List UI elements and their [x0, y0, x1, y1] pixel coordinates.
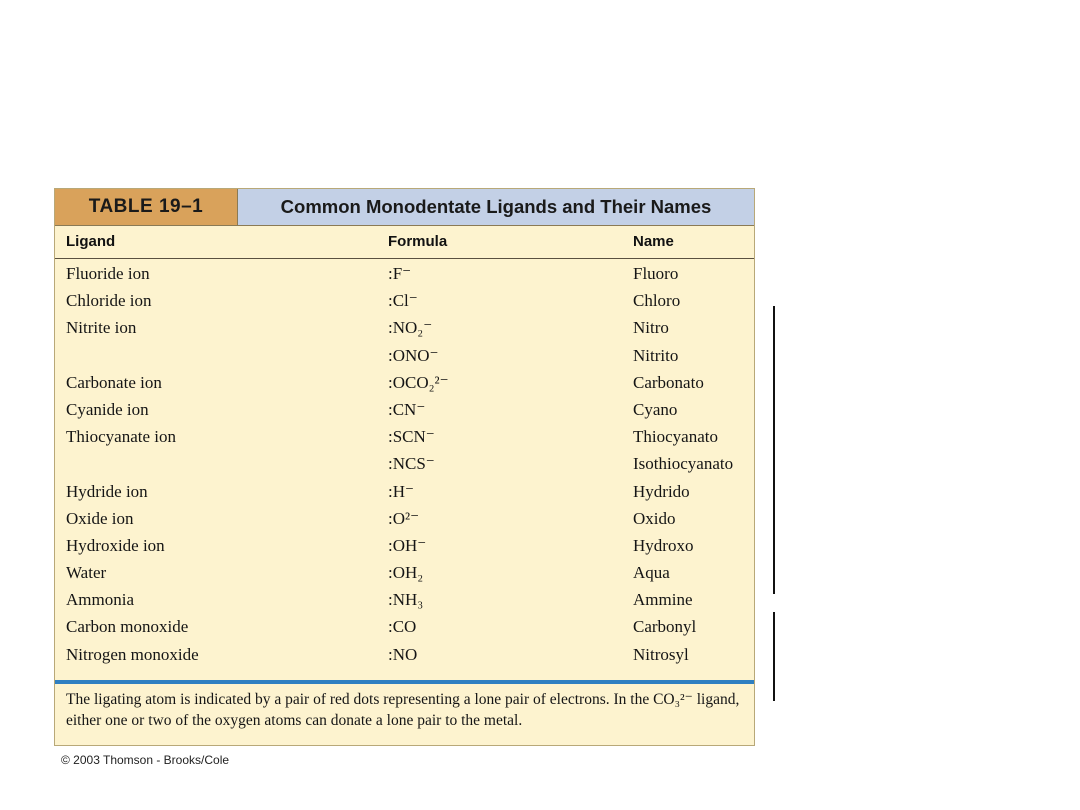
- table-row: [55, 614, 754, 641]
- table-row: [55, 370, 754, 397]
- table-row: [55, 587, 754, 614]
- table-footnote: The ligating atom is indicated by a pair of red dots representing a lone pair of electrons. In the CO₃²⁻ ligand, either one or two of the oxygen atoms can donate a lone pair to the metal.: [66, 691, 740, 729]
- table-row: [55, 642, 754, 669]
- table-row: [55, 533, 754, 560]
- table-title: Common Monodentate Ligands and Their Names: [238, 189, 754, 225]
- name-cell: Isothiocyanato: [633, 454, 734, 474]
- name-cell: Aqua: [633, 563, 670, 583]
- ligand-cell: Oxide ion: [66, 508, 134, 528]
- formula-cell: :CN⁻: [388, 399, 426, 419]
- table-row: [55, 288, 754, 315]
- header-name: Name: [633, 233, 674, 250]
- formula-cell: :OH⁻: [388, 535, 427, 555]
- table-row: [55, 315, 754, 342]
- table-row: [55, 261, 754, 288]
- table-body: [55, 261, 754, 669]
- table-row: [55, 560, 754, 587]
- table-row: [55, 506, 754, 533]
- formula-cell: :NO: [388, 644, 418, 664]
- name-cell: Cyano: [633, 399, 678, 419]
- table-row: [55, 397, 754, 424]
- formula-cell: :F⁻: [388, 264, 412, 283]
- name-cell: Hydrido: [633, 481, 690, 501]
- ligand-cell: Fluoride ion: [66, 264, 150, 283]
- ligand-cell: Cyanide ion: [66, 399, 149, 419]
- formula-cell: :NH₃: [388, 590, 424, 610]
- ligand-cell: Ammonia: [66, 590, 134, 610]
- table-row: [55, 451, 754, 478]
- name-cell: Fluoro: [633, 264, 679, 283]
- formula-cell: :SCN⁻: [388, 427, 435, 447]
- ligand-cell: Water: [66, 563, 107, 583]
- formula-cell: :ONO⁻: [388, 345, 439, 365]
- ligand-cell: Nitrogen monoxide: [66, 644, 199, 664]
- table-number: TABLE 19–1: [55, 189, 238, 225]
- ligand-cell: Hydroxide ion: [66, 535, 165, 555]
- ligand-cell: Chloride ion: [66, 291, 152, 311]
- table-row: [55, 343, 754, 370]
- formula-cell: :O²⁻: [388, 508, 420, 528]
- table-row: [55, 479, 754, 506]
- ligand-table: [54, 188, 755, 746]
- formula-cell: :H⁻: [388, 481, 414, 501]
- name-cell: Ammine: [633, 590, 693, 610]
- table-row: [55, 424, 754, 451]
- column-header-row: [55, 226, 754, 259]
- side-divider-line: [773, 612, 775, 701]
- name-cell: Nitro: [633, 318, 669, 338]
- formula-cell: :CO: [388, 617, 417, 637]
- header-ligand: Ligand: [66, 233, 116, 250]
- name-cell: Thiocyanato: [633, 427, 718, 447]
- ligand-cell: Thiocyanate ion: [66, 427, 176, 447]
- ligand-cell: Nitrite ion: [66, 318, 137, 338]
- formula-cell: :OH₂: [388, 563, 424, 583]
- ligand-cell: Hydride ion: [66, 481, 148, 501]
- footnote-divider: [55, 680, 754, 684]
- ligand-cell: Carbon monoxide: [66, 617, 189, 637]
- name-cell: Carbonato: [633, 372, 704, 392]
- formula-cell: :NCS⁻: [388, 454, 435, 474]
- name-cell: Nitrito: [633, 345, 679, 365]
- name-cell: Oxido: [633, 508, 676, 528]
- name-cell: Chloro: [633, 291, 681, 311]
- header-formula: Formula: [388, 233, 448, 250]
- ligand-cell: Carbonate ion: [66, 372, 162, 392]
- table-title-bar: [55, 189, 754, 226]
- formula-cell: :NO₂⁻: [388, 318, 433, 338]
- name-cell: Nitrosyl: [633, 644, 689, 664]
- side-divider-line: [773, 306, 775, 594]
- formula-cell: :Cl⁻: [388, 291, 418, 311]
- formula-cell: :OCO₂²⁻: [388, 372, 449, 392]
- copyright-notice: © 2003 Thomson - Brooks/Cole: [61, 753, 230, 767]
- name-cell: Carbonyl: [633, 617, 697, 637]
- name-cell: Hydroxo: [633, 535, 694, 555]
